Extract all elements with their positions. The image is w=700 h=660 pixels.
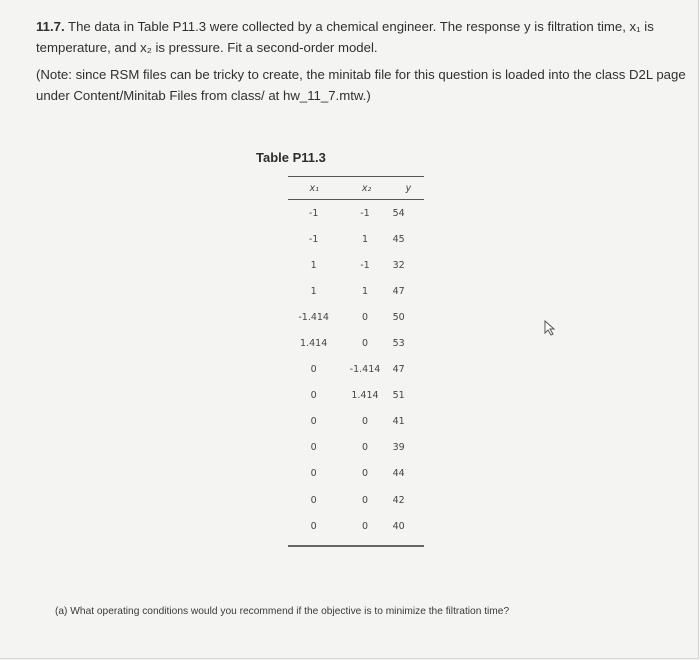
cell-x2: 0	[361, 416, 368, 428]
cell-x1: 0	[310, 390, 317, 402]
question-a: (a) What operating conditions would you recommend if the objective is to minimize the filtration time?	[55, 606, 510, 617]
cell-y: 40	[392, 520, 405, 532]
table-caption: Table P11.3	[256, 150, 326, 165]
cell-x2: 0	[361, 494, 368, 506]
data-table	[288, 177, 424, 199]
table-row	[288, 383, 424, 409]
mouse-pointer-icon	[543, 320, 557, 336]
header-x1: x₁	[309, 182, 319, 194]
cell-y: 53	[392, 338, 405, 350]
cell-x1: 1.414	[300, 338, 328, 350]
cell-x1: 0	[310, 364, 317, 376]
cell-x1: 1	[310, 285, 317, 297]
table-row	[288, 435, 424, 461]
cell-x1: 0	[310, 416, 317, 428]
cell-y: 47	[392, 364, 405, 376]
cell-y: 41	[392, 416, 405, 428]
table-row	[288, 226, 424, 252]
table-row	[288, 278, 424, 304]
table-row	[288, 487, 424, 513]
table-row	[288, 304, 424, 330]
cell-x1: -1.414	[298, 311, 329, 323]
cell-y: 45	[392, 233, 405, 245]
table-row	[288, 357, 424, 383]
cell-y: 47	[392, 285, 405, 297]
cell-x1: 0	[310, 520, 317, 532]
cell-x2: 0	[361, 311, 368, 323]
cell-x1: -1	[308, 207, 319, 219]
cell-y: 50	[392, 311, 405, 323]
cell-x2: 0	[361, 520, 368, 532]
data-table-wrapper	[288, 176, 424, 547]
table-row	[288, 200, 424, 226]
cell-y: 54	[392, 207, 405, 219]
cell-y: 44	[392, 468, 405, 480]
cell-y: 42	[392, 494, 405, 506]
header-y: y	[405, 182, 412, 194]
cell-x2: 0	[361, 468, 368, 480]
cell-x2: -1	[360, 207, 370, 219]
data-table-body	[288, 200, 424, 539]
cell-x1: 1	[310, 259, 317, 271]
cell-x2: -1.414	[349, 364, 381, 376]
table-bottom-rule	[288, 545, 424, 547]
cell-x1: 0	[310, 468, 317, 480]
cell-y: 39	[392, 442, 405, 454]
cell-x2: -1	[360, 259, 370, 271]
table-row	[288, 409, 424, 435]
cell-x2: 1.414	[351, 390, 379, 402]
table-row	[288, 330, 424, 356]
minitab-note: (Note: since RSM files can be tricky to create, the minitab file for this question is loaded into the class D2L page under Content/Minitab Files from class/ at hw_11_7.mtw.)	[36, 67, 686, 103]
cell-x2: 0	[361, 338, 368, 350]
cell-x2: 0	[361, 442, 368, 454]
problem-number: 11.7.	[36, 19, 65, 34]
table-header-row	[288, 177, 424, 199]
table-row	[288, 513, 424, 539]
cell-x2: 1	[361, 233, 368, 245]
problem-text: The data in Table P11.3 were collected by a chemical engineer. The response y is filtration time, x₁ is temperature, and x₂ is pressure. Fit a second-order model.	[36, 19, 654, 55]
problem-statement	[36, 16, 676, 58]
cell-x1: 0	[310, 442, 317, 454]
cell-x1: 0	[310, 494, 317, 506]
table-row	[288, 461, 424, 487]
cell-y: 51	[392, 390, 405, 402]
header-x2: x₂	[361, 182, 372, 194]
cell-y: 32	[392, 259, 405, 271]
cell-x1: -1	[308, 233, 319, 245]
cell-x2: 1	[361, 285, 368, 297]
table-row	[288, 252, 424, 278]
